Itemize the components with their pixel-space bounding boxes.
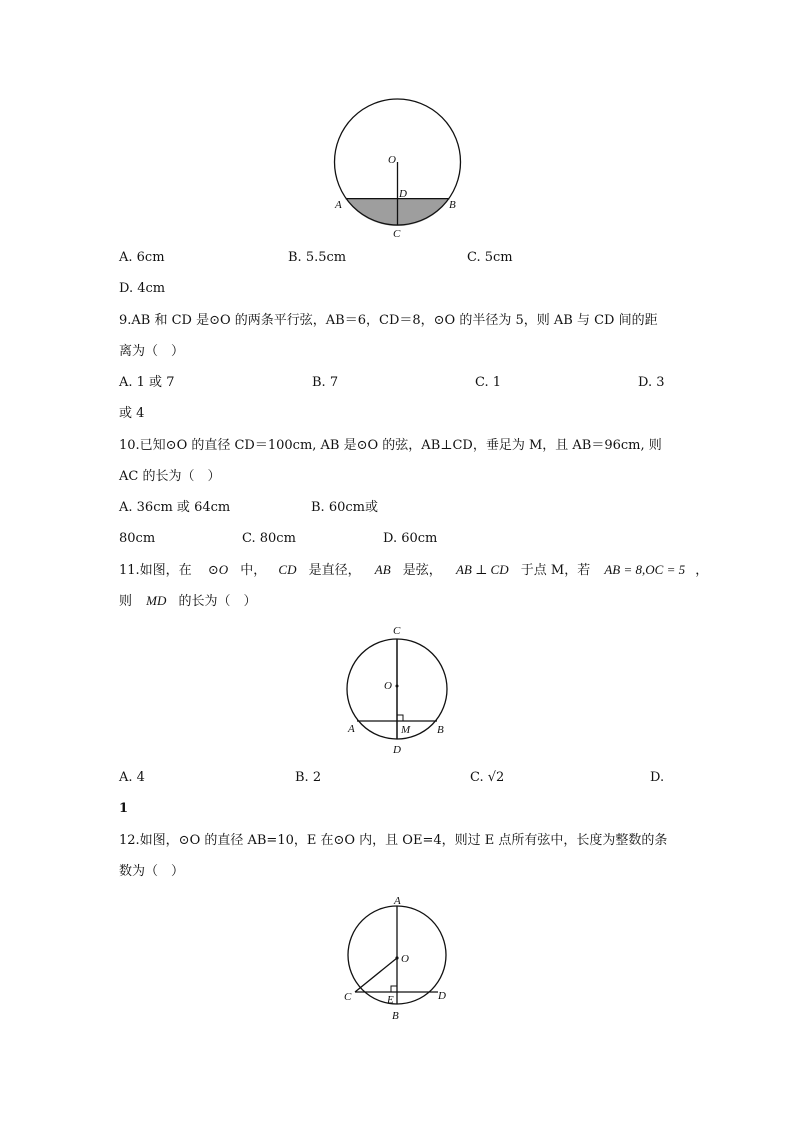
q11-line2-prefix: 则 [119,594,133,609]
q9-option-b: B. 7 [312,375,339,390]
q10-option-d: D. 60cm [383,531,438,546]
q10-stem-line1: 10.已知⊙O 的直径 CD＝100cm, AB 是⊙O 的弦，AB⊥CD，垂足为 M，且 AB＝96cm, 则 [119,438,662,453]
q11-mid3: 是弦， [402,563,442,578]
label-a: A [394,895,401,907]
label-b: B [437,724,444,736]
label-d: D [438,990,446,1002]
q11-end: ， [695,563,709,578]
right-angle-mark [391,986,397,992]
q10-stem-line2: AC 的长为（ ） [119,469,221,484]
q9-stem-line1: 9.AB 和 CD 是⊙O 的两条平行弦，AB＝6，CD＝8，⊙O 的半径为 5，则 AB 与 CD 间的距 [119,313,658,328]
circle-chord-diagram [338,893,458,1028]
label-o: O [384,680,392,692]
label-d: D [399,188,407,200]
q12-stem-line2: 数为（ ） [119,864,185,879]
figure-q8 [325,95,470,245]
q11-option-c: C. √2 [470,770,505,785]
center-point [395,956,398,959]
q11-given: AB = 8,OC = 5 [604,562,686,577]
label-m: M [401,724,411,736]
label-a: A [348,723,355,735]
label-d: D [393,744,401,756]
q11-prefix: 11.如图，在 [119,563,192,578]
q12-stem-line1: 12.如图，⊙O 的直径 AB=10，E 在⊙O 内，且 OE=4，则过 E 点所有弦中，长度为整数的条 [119,833,668,848]
label-e: E [387,994,394,1006]
q11-line2-suffix: 的长为（ ） [178,594,257,609]
q11-option-d: D. [650,770,665,785]
q10-option-b: B. 60cm或 [311,500,378,515]
label-a: A [335,199,342,211]
q11-ab: AB [374,562,391,577]
q11-option-b: B. 2 [295,770,322,785]
q9-option-d-cont: 或 4 [119,406,145,421]
q8-option-c: C. 5cm [467,250,513,265]
label-b: B [392,1010,399,1022]
q11-perp: AB ⊥ CD [455,562,509,577]
q9-option-a: A. 1 或 7 [119,375,175,390]
q10-option-c: C. 80cm [242,531,296,546]
label-b: B [449,199,456,211]
circle-segment-diagram [325,95,470,245]
q11-option-d-cont: 1 [119,801,129,816]
q11-cd: CD [278,562,297,577]
q8-option-d: D. 4cm [119,281,166,296]
label-c: C [393,228,401,240]
q8-option-a: A. 6cm [119,250,165,265]
label-o: O [401,953,409,965]
q11-mid4: 于点 M，若 [520,563,591,578]
q8-option-b: B. 5.5cm [288,250,347,265]
right-angle-mark [397,715,403,721]
q11-circle-o: ⊙O [207,562,229,577]
q11-mid1: 中， [240,563,267,578]
q9-option-d: D. 3 [638,375,665,390]
figure-q12 [338,893,458,1028]
q11-stem-line1 [119,561,708,580]
q10-option-a: A. 36cm 或 64cm [119,500,231,515]
q9-stem-line2: 离为（ ） [119,344,185,359]
q11-stem-line2 [119,592,257,611]
label-o: O [388,154,396,166]
label-c: C [393,625,401,637]
figure-q11 [340,622,455,760]
circle-chord-diagram [340,622,455,760]
q11-option-a: A. 4 [119,770,145,785]
label-c: C [344,991,352,1003]
q11-md: MD [146,593,167,608]
q9-option-c: C. 1 [475,375,502,390]
q10-option-b-cont: 80cm [119,531,156,546]
q11-mid2: 是直径， [308,563,361,578]
center-point [396,685,399,688]
